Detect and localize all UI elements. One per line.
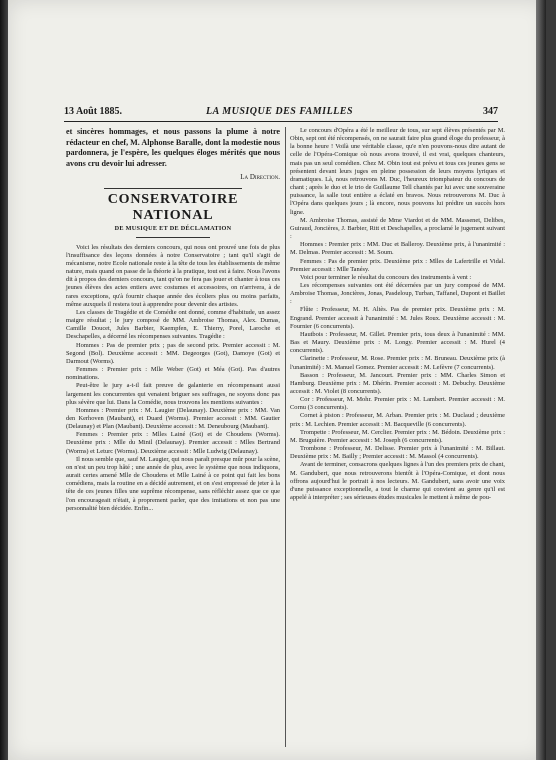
header-title: LA MUSIQUE DES FAMILLES [206, 106, 354, 117]
paragraph: Femmes : Premier prix : Mlle Weber (Got) et Méa (Got). Pas d'autres nominations. [66, 366, 280, 382]
paragraph: Femmes : Premier prix : Mlles Lainé (Got) et de Choudens (Worms). Deuxième prix : Mlle du Minil (Delaunay). Premier accessit : Mlles Bertrand (Worms) et Leturc (Worms). Deuxième accessit : Mlle Ludwig (Delaunay). [66, 431, 280, 455]
intro-paragraph: et sincères hommages, et nous passons la plume à notre rédacteur en chef, M. Alphonse Baralle, dont la modestie nous pardonnera, je l'espère, les quelques éloges mérités que nous avons cru devoir lui adresser. [66, 127, 280, 168]
paragraph: Hommes : Pas de premier prix ; pas de second prix. Premier accessit : M. Segond (Bol). Deuxième accessit : MM. Degeorges (Got), Damoye (Got) et Darmout (Worms). [66, 341, 280, 365]
paragraph: Trompette : Professeur, M. Cerclier. Premier prix : M. Bédoin. Deuxième prix : M. Bruguière. Premier accessit : M. Joseph (6 concurrents). [290, 428, 505, 444]
signature: La Direction. [240, 173, 280, 182]
divider [104, 188, 242, 189]
paragraph: Voici pour terminer le résultat du concours des instruments à vent : [300, 273, 472, 281]
column-right [290, 127, 505, 502]
newspaper-page [8, 0, 546, 760]
paragraph: Hautbois : Professeur, M. Gillet. Premier prix, tous deux à l'unanimité : MM. Bas et Maury. Deuxième prix : M. Longy. Premier accessit : M. Hurel (4 concurrents). [290, 330, 505, 355]
paragraph: Voici les résultats des derniers concours, qui nous ont prouvé une fois de plus l'insuffisance des leçons données à notre Conservatoire ; tant qu'il s'agit de mécanisme, notre Ecole nationale reste à la tête de tous les établissements de même nature, mais quand on passe de la théorie à la pratique, tout est à faire. Nous l'avons dit à propos des derniers concours, tant qu'on ne fera pas jouer et chanter à tous ces jeunes élèves des actes entiers avec costumes et accessoires, on n'arrivera, à de rares exceptions, qu'à fournir chaque année des écoliers plus ou moins parfaits, même auxquels il restera tout à apprendre pour devenir des artistes. [66, 243, 280, 308]
page-header [64, 106, 498, 122]
section-subtitle: DE MUSIQUE ET DE DÉCLAMATION [114, 224, 232, 232]
paragraph: Hommes : Premier prix : M. Laugier (Delaunay). Deuxième prix : MM. Van den Kerhoven (Maubant), et Duard (Worms). Premier accessit : MM. Gautier (Delaunay) et Plan (Maubant). Deuxième accessit : M. Deneubourg (Maubant). [66, 406, 280, 431]
column-left [66, 127, 280, 513]
scan-edge-left [0, 0, 8, 760]
paragraph: Peut-être le jury a-t-il fait preuve de galanterie en récompensant aussi largement les concurrentes qui venaient briguer ses suffrages, ne soyons donc pas plus sévère que lui. Dans la Comédie, nous trouvons les mentions suivantes : [66, 382, 280, 406]
paragraph: Flûte : Professeur, M. H. Altès. Pas de premier prix. Deuxième prix : M. Engrand. Premier accessit à l'unanimité : M. Jules Roux. Deuxième accessit : M. Fournier (6 concurrents). [290, 306, 505, 330]
column-divider [285, 127, 286, 747]
paragraph: M. Ambroise Thomas, assisté de Mme Viardot et de MM. Massenet, Delibes, Guiraud, Joncières, J. Barbier, Ritt et Deschapelles, a proclamé le jugement suivant : [290, 216, 505, 241]
paragraph: Les récompenses suivantes ont été décernées par un jury composé de MM. Ambroise Thomas, Joncières, Jonas, Pasdeloup, Turban, Taffanel, Dupont et Baillet : [290, 281, 505, 306]
paragraph: Clarinette : Professeur, M. Rose. Premier prix : M. Bruneau. Deuxième prix (à l'unanimité) : M. Manuel Gomez. Premier accessit : M. Lefèvre (7 concurrents). [290, 355, 505, 371]
paragraph: Avant de terminer, consacrons quelques lignes à l'un des premiers prix de chant, M. Gandubert, que nous retrouverons bientôt à l'Opéra-Comique, et dont nous offrons aujourd'hui le portrait à nos lecteurs. M. Gandubert, sans avoir une voix d'une puissance exceptionnelle, a tout le charme qui convient au genre qu'il est appelé à interpréter ; ses sérieuses études musicales le mettent à même de pou- [290, 461, 505, 502]
paragraph: Trombone : Professeur, M. Delisse. Premier prix à l'unanimité : M. Billaut. Deuxième prix : M. Bailly ; Premier accessit : M. Massol (4 concurrents). [290, 445, 505, 461]
paragraph: Les classes de Tragédie et de Comédie ont donné, comme d'habitude, un assez maigre résultat ; le jury composé de MM. Ambroise Thomas, Alex. Dumas, Camille Doucet, Jules Barbier, Kaempfen, E. Thierry, Porel, Laroche et Deschapelles, a décerné les récompenses suivantes. Tragédie : [66, 308, 280, 341]
paragraph: Le concours d'Opéra a été le meilleur de tous, sur sept élèves présentés par M. Obin, sept ont été récompensés, on ne saurait faire plus grand éloge du professeur, à la bonne heure ! Voilà une véritable classe, qu'e n'en pouvons-nous dire autant de celle de l'Opéra-Comique où nous avons trouvé, il est vrai, quelques chanteurs, mais pas un seul comédien. Chez M. Obin tout est prévu et tous ces jeunes gens se présentent devant leurs juges en pleine possession de leurs moyens lyriques et dramatiques. Là, nous retrouvons M. Duc, l'heureux triomphateur du concours de chant ; après le duo et le trio de Guillaume Tell chantés par lui avec une souveraine puissance, la salle tout entière a éclaté en bravos. Nous retrouverons M. Duc à l'Opéra dans quelques jours ; là encore, nous pouvons lui prédire un succès hors ligne. [290, 127, 505, 216]
divider-short [136, 237, 210, 238]
paragraph: Il nous semble que, sauf M. Laugier, qui nous paraît presque mûr pour la scène, on n'est un peu trop hâté ; une année de plus, avec le système que nous indiquons, aurait certes amené Mlle de Choudens et Mlle Lainé à ce point qui fait les bons comédiens, mais la routine en a décidé autrement, et on s'est empressé de jeter à la tête de ces jeunes filles une suprême récompense, sans réfléchir assez que ce que l'on encourageait n'était, à proprement parler, que des imitations et non pas une personnalité bien décidée. Enfin... [66, 455, 280, 512]
paragraph: Basson : Professeur, M. Jancourt. Premier prix : MM. Charles Simon et Hamburg. Deuxième prix : M. Dhérin. Premier accessit : M. Debuchy. Deuxième accessit : M. Violet (8 concurrents). [290, 371, 505, 395]
paragraph: Cornet à piston : Professeur, M. Arban. Premier prix : M. Duclaud ; deuxième prix : M. Lechien. Premier accessit : M. Bacqueville (6 concurrents). [290, 412, 505, 428]
paragraph: Femmes : Pas de premier prix. Deuxième prix : Mlles de Lafertrille et Vidal. Premier accessit : Mlle Tanésy. [290, 257, 505, 273]
header-date: 13 Août 1885. [64, 106, 123, 117]
page-number: 347 [483, 106, 498, 117]
scan-edge-right [536, 0, 546, 760]
section-title: CONSERVATOIRE NATIONAL [107, 191, 239, 223]
paragraph: Hommes : Premier prix : MM. Duc et Balleroy. Deuxième prix, à l'unanimité : M. Delmas. Premier accessit : M. Soum. [290, 241, 505, 257]
header-rule [64, 121, 498, 122]
paragraph: Cor : Professeur, M. Mohr. Premier prix : M. Lambert. Premier accessit : M. Cornu (3 concurrents). [290, 396, 505, 412]
